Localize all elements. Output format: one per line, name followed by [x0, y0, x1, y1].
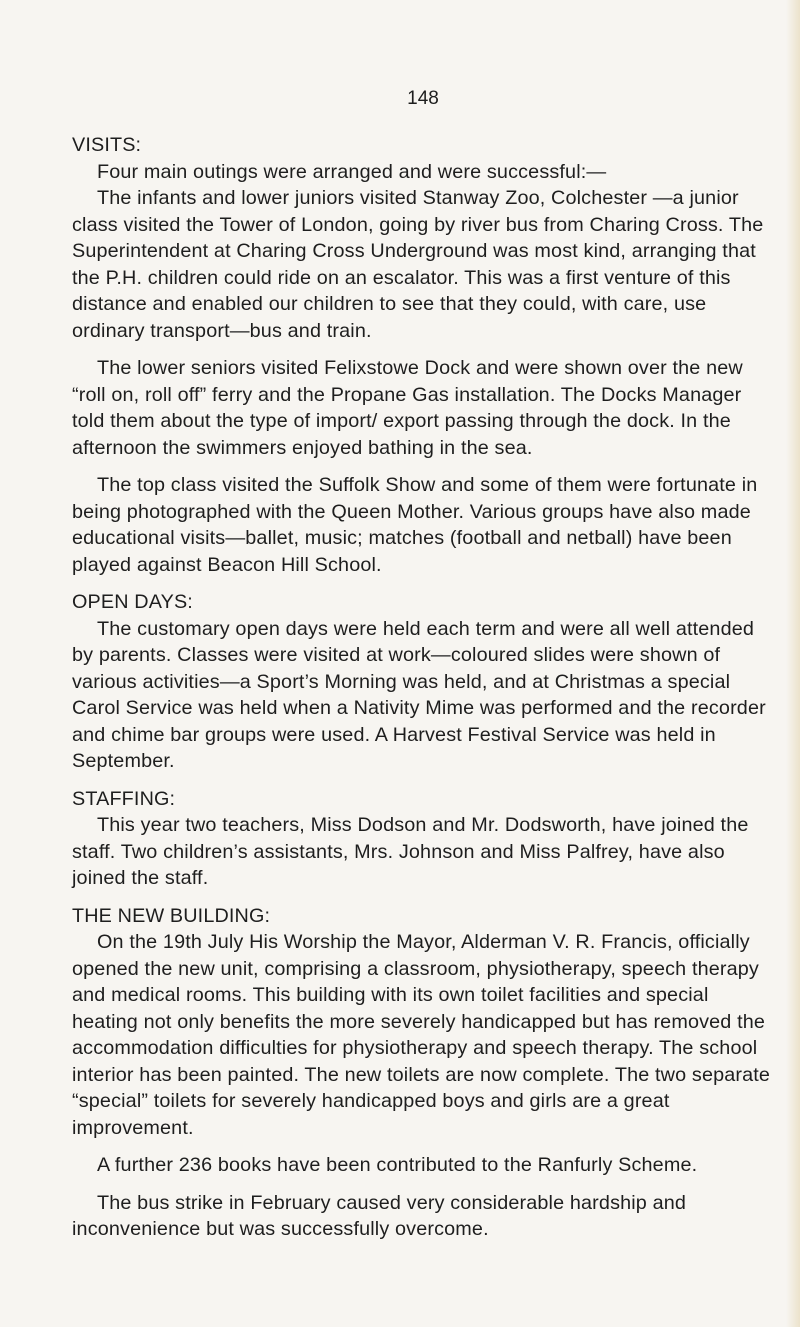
- paragraph: The customary open days were held each term and were all well attended by parents. Classes were visited at work—coloured slides were shown of various activities—a Sport’s Morning was held, and at Christmas a special Carol Service was held when a Nativity Mime was performed and the recorder and chime bar groups were used. A Harvest Festival Service was held in September.: [72, 617, 766, 772]
- section-new-building: [72, 903, 774, 1243]
- section-staffing: [72, 786, 774, 892]
- section-heading-visits: VISITS:: [72, 134, 142, 156]
- section-open-days: [72, 589, 774, 775]
- document-body: [72, 132, 774, 1254]
- page-number: 148: [407, 88, 439, 109]
- section-heading-staffing: STAFFING:: [72, 787, 176, 810]
- paragraph: The infants and lower juniors visited Stanway Zoo, Colchester —a junior class visited the Tower of London, going by river bus from Charing Cross. The Superintendent at Charing Cross Underground was most kind, arranging that the P.H. children could ride on an escalator. This was a first venture of this distance and enabled our children to see that they could, with care, use ordinary transport—bus and train.: [72, 187, 764, 342]
- section-heading-open-days: OPEN DAYS:: [72, 591, 193, 613]
- paragraph: The bus strike in February caused very considerable hardship and inconvenience but was successfully overcome.: [72, 1191, 687, 1240]
- paragraph: The lower seniors visited Felixstowe Dock and were shown over the new “roll on, roll off” ferry and the Propane Gas installation. The Docks Manager told them about the type of import/ export passing through the dock. In the afternoon the swimmers enjoyed bathing in the sea.: [72, 357, 743, 459]
- paragraph: A further 236 books have been contributed to the Ranfurly Scheme.: [97, 1154, 698, 1176]
- paragraph: This year two teachers, Miss Dodson and Mr. Dodsworth, have joined the staff. Two children’s assistants, Mrs. Johnson and Miss Palfrey, have also joined the staff.: [72, 814, 749, 889]
- paragraph: The top class visited the Suffolk Show and some of them were fortunate in being photographed with the Queen Mother. Various groups have also made educational visits—ballet, music; matches (football and netball) have been played against Beacon Hill School.: [72, 474, 758, 576]
- section-heading-new-building: THE NEW BUILDING:: [72, 904, 271, 927]
- paragraph: On the 19th July His Worship the Mayor, Alderman V. R. Francis, officially opened the new unit, comprising a classroom, physiotherapy, speech therapy and medical rooms. This building with its own toilet facilities and special heating not only benefits the more severely handicapped but has removed the accommodation difficulties for physiotherapy and speech therapy. The school interior has been painted. The new toilets are now complete. The two separate “special” toilets for severely handicapped boys and girls are a great improvement.: [72, 931, 771, 1139]
- section-visits: [72, 132, 774, 578]
- page-edge-shadow: [786, 0, 800, 1327]
- paragraph: Four main outings were arranged and were successful:—: [97, 160, 607, 183]
